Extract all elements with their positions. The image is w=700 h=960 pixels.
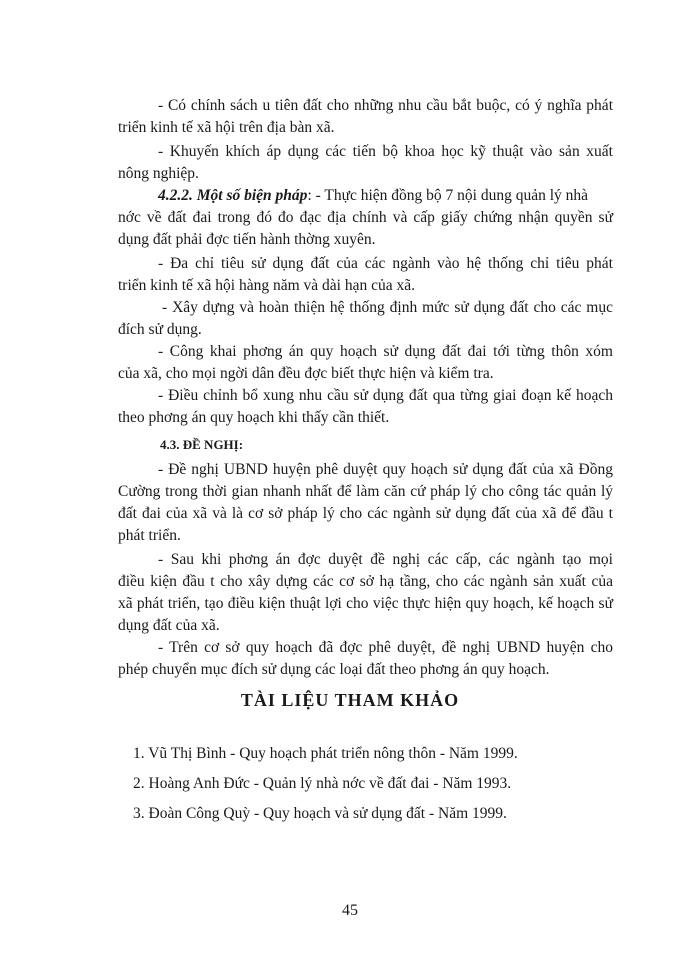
paragraph-text: : - Thực hiện đồng bộ 7 nội dung quản lý nhà	[307, 187, 589, 204]
paragraph-line: - Trên cơ sở quy hoạch đã đợc phê duyệt, đề nghị UBND huyện cho	[158, 639, 613, 656]
paragraph-line: xã phát triển, tạo điều kiện thuật lợi cho việc thực hiện quy hoạch, kế hoạch sử	[118, 595, 613, 612]
paragraph-line: theo phơng án quy hoạch khi thấy cần thiết.	[118, 409, 390, 426]
subsection-title: 4.2.2. Một số biện pháp	[158, 187, 308, 204]
paragraph-line: - Công khai phơng án quy hoạch sử dụng đất đai tới từng thôn xóm	[158, 343, 613, 360]
page-number: 45	[342, 902, 358, 919]
paragraph-line: phát triển.	[118, 527, 181, 544]
reference-item: 3. Đoàn Công Quỳ - Quy hoạch và sử dụng đất - Năm 1999.	[133, 805, 507, 822]
paragraph-line: đích sử dụng.	[118, 321, 202, 338]
paragraph-line: - Điều chỉnh bổ xung nhu cầu sử dụng đất qua từng giai đoạn kế hoạch	[158, 387, 613, 404]
paragraph-line: - Có chính sách u tiên đất cho những nhu cầu bắt buộc, có ý nghĩa phát	[158, 97, 613, 114]
paragraph-line: đất đai của xã và là cơ sở pháp lý cho các ngành sử dụng đất của xã để đầu t	[118, 505, 613, 522]
paragraph-line: dụng đất của xã.	[118, 617, 220, 634]
paragraph-line: - Sau khi phơng án đợc duyệt đề nghị các cấp, các ngành tạo mọi	[158, 551, 613, 568]
paragraph-line: của xã, cho mọi ngời dân đều đợc biết thực hiện và kiểm tra.	[118, 365, 494, 382]
section-heading: 4.3. ĐỀ NGHỊ:	[160, 437, 244, 452]
paragraph-line: dụng đất phải đợc tiến hành thờng xuyên.	[118, 231, 376, 248]
paragraph-line: Cường trong thời gian nhanh nhất để làm căn cứ pháp lý cho công tác quản lý	[118, 483, 613, 500]
reference-item: 2. Hoàng Anh Đức - Quản lý nhà nớc về đất đai - Năm 1993.	[133, 775, 512, 792]
paragraph-line: điều kiện đầu t cho xây dựng các cơ sở hạ tầng, cho các ngành sản xuất của	[118, 573, 613, 590]
reference-item: 1. Vũ Thị Bình - Quy hoạch phát triển nông thôn - Năm 1999.	[133, 745, 518, 762]
paragraph-line: triển kinh tế xã hội hàng năm và dài hạn của xã.	[118, 277, 415, 294]
paragraph-line: - Đa chỉ tiêu sử dụng đất của các ngành vào hệ thống chỉ tiêu phát	[158, 255, 613, 272]
paragraph-line: - Đề nghị UBND huyện phê duyệt quy hoạch sử dụng đất của xã Đồng	[158, 461, 613, 478]
paragraph-line: - Xây dựng và hoàn thiện hệ thống định mức sử dụng đất cho các mục	[162, 299, 613, 316]
paragraph-line: triển kinh tế xã hội trên địa bàn xã.	[118, 119, 335, 136]
paragraph-line	[158, 186, 613, 206]
references-title: TÀI LIỆU THAM KHẢO	[240, 690, 460, 710]
paragraph-line: nông nghiệp.	[118, 165, 199, 182]
paragraph-line: phép chuyển mục đích sử dụng các loại đất theo phơng án quy hoạch.	[118, 661, 550, 678]
paragraph-line: - Khuyến khích áp dụng các tiến bộ khoa học kỹ thuật vào sản xuất	[158, 143, 613, 160]
paragraph-line: nớc về đất đai trong đó đo đạc địa chính và cấp giấy chứng nhận quyền sử	[118, 209, 613, 226]
